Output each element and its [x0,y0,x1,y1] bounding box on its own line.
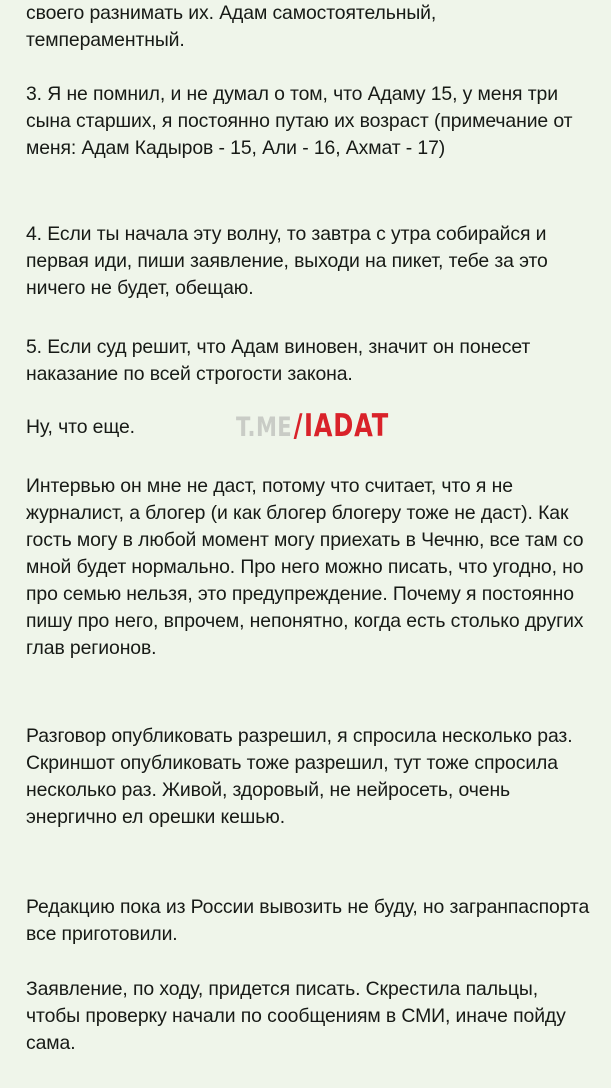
watermark-prefix: T.ME [236,412,293,443]
watermark-slash: / [293,408,303,444]
message-paragraph-8: Редакцию пока из России вывозить не буду, но загранпаспорта все приготовили. [26,896,590,945]
message-paragraph-1: своего разнимать их. Адам самостоятельный, темпераментный. [26,2,437,51]
message-paragraph-6: Интервью он мне не даст, потому что считает, что я не журналист, а блогер (и как блогер блогеру тоже не даст). Как гость могу в любой момент могу приехать в Чечню, все там со мной будет нормально. Про него можно писать, что угодно, но про семью нельзя, это предупреждение. Почему я постоянно пишу про него, впрочем, непонятно, когда есть столько других глав регионов. [26,475,584,659]
watermark-channel-name: IADAT [304,408,390,444]
message-paragraph-9: Заявление, по ходу, придется писать. Скрестила пальцы, чтобы проверку начали по сообщениям в СМИ, иначе пойду сама. [26,978,566,1054]
channel-watermark [236,408,389,444]
message-paragraph-2: 3. Я не помнил, и не думал о том, что Адаму 15, у меня три сына старших, я постоянно путаю их возраст (примечание от меня: Адам Кадыров - 15, Али - 16, Ахмат - 17) [26,83,573,159]
message-paragraph-5: Ну, что еще. [26,416,135,438]
message-paragraph-4: 5. Если суд решит, что Адам виновен, значит он понесет наказание по всей строгости закона. [26,336,531,385]
message-paragraph-7: Разговор опубликовать разрешил, я спросила несколько раз. Скриншот опубликовать тоже разрешил, тут тоже спросила несколько раз. Живой, здоровый, не нейросеть, очень энергично ел орешки кешью. [26,725,573,828]
message-paragraph-3: 4. Если ты начала эту волну, то завтра с утра собирайся и первая иди, пиши заявление, выходи на пикет, тебе за это ничего не будет, обещаю. [26,223,548,299]
